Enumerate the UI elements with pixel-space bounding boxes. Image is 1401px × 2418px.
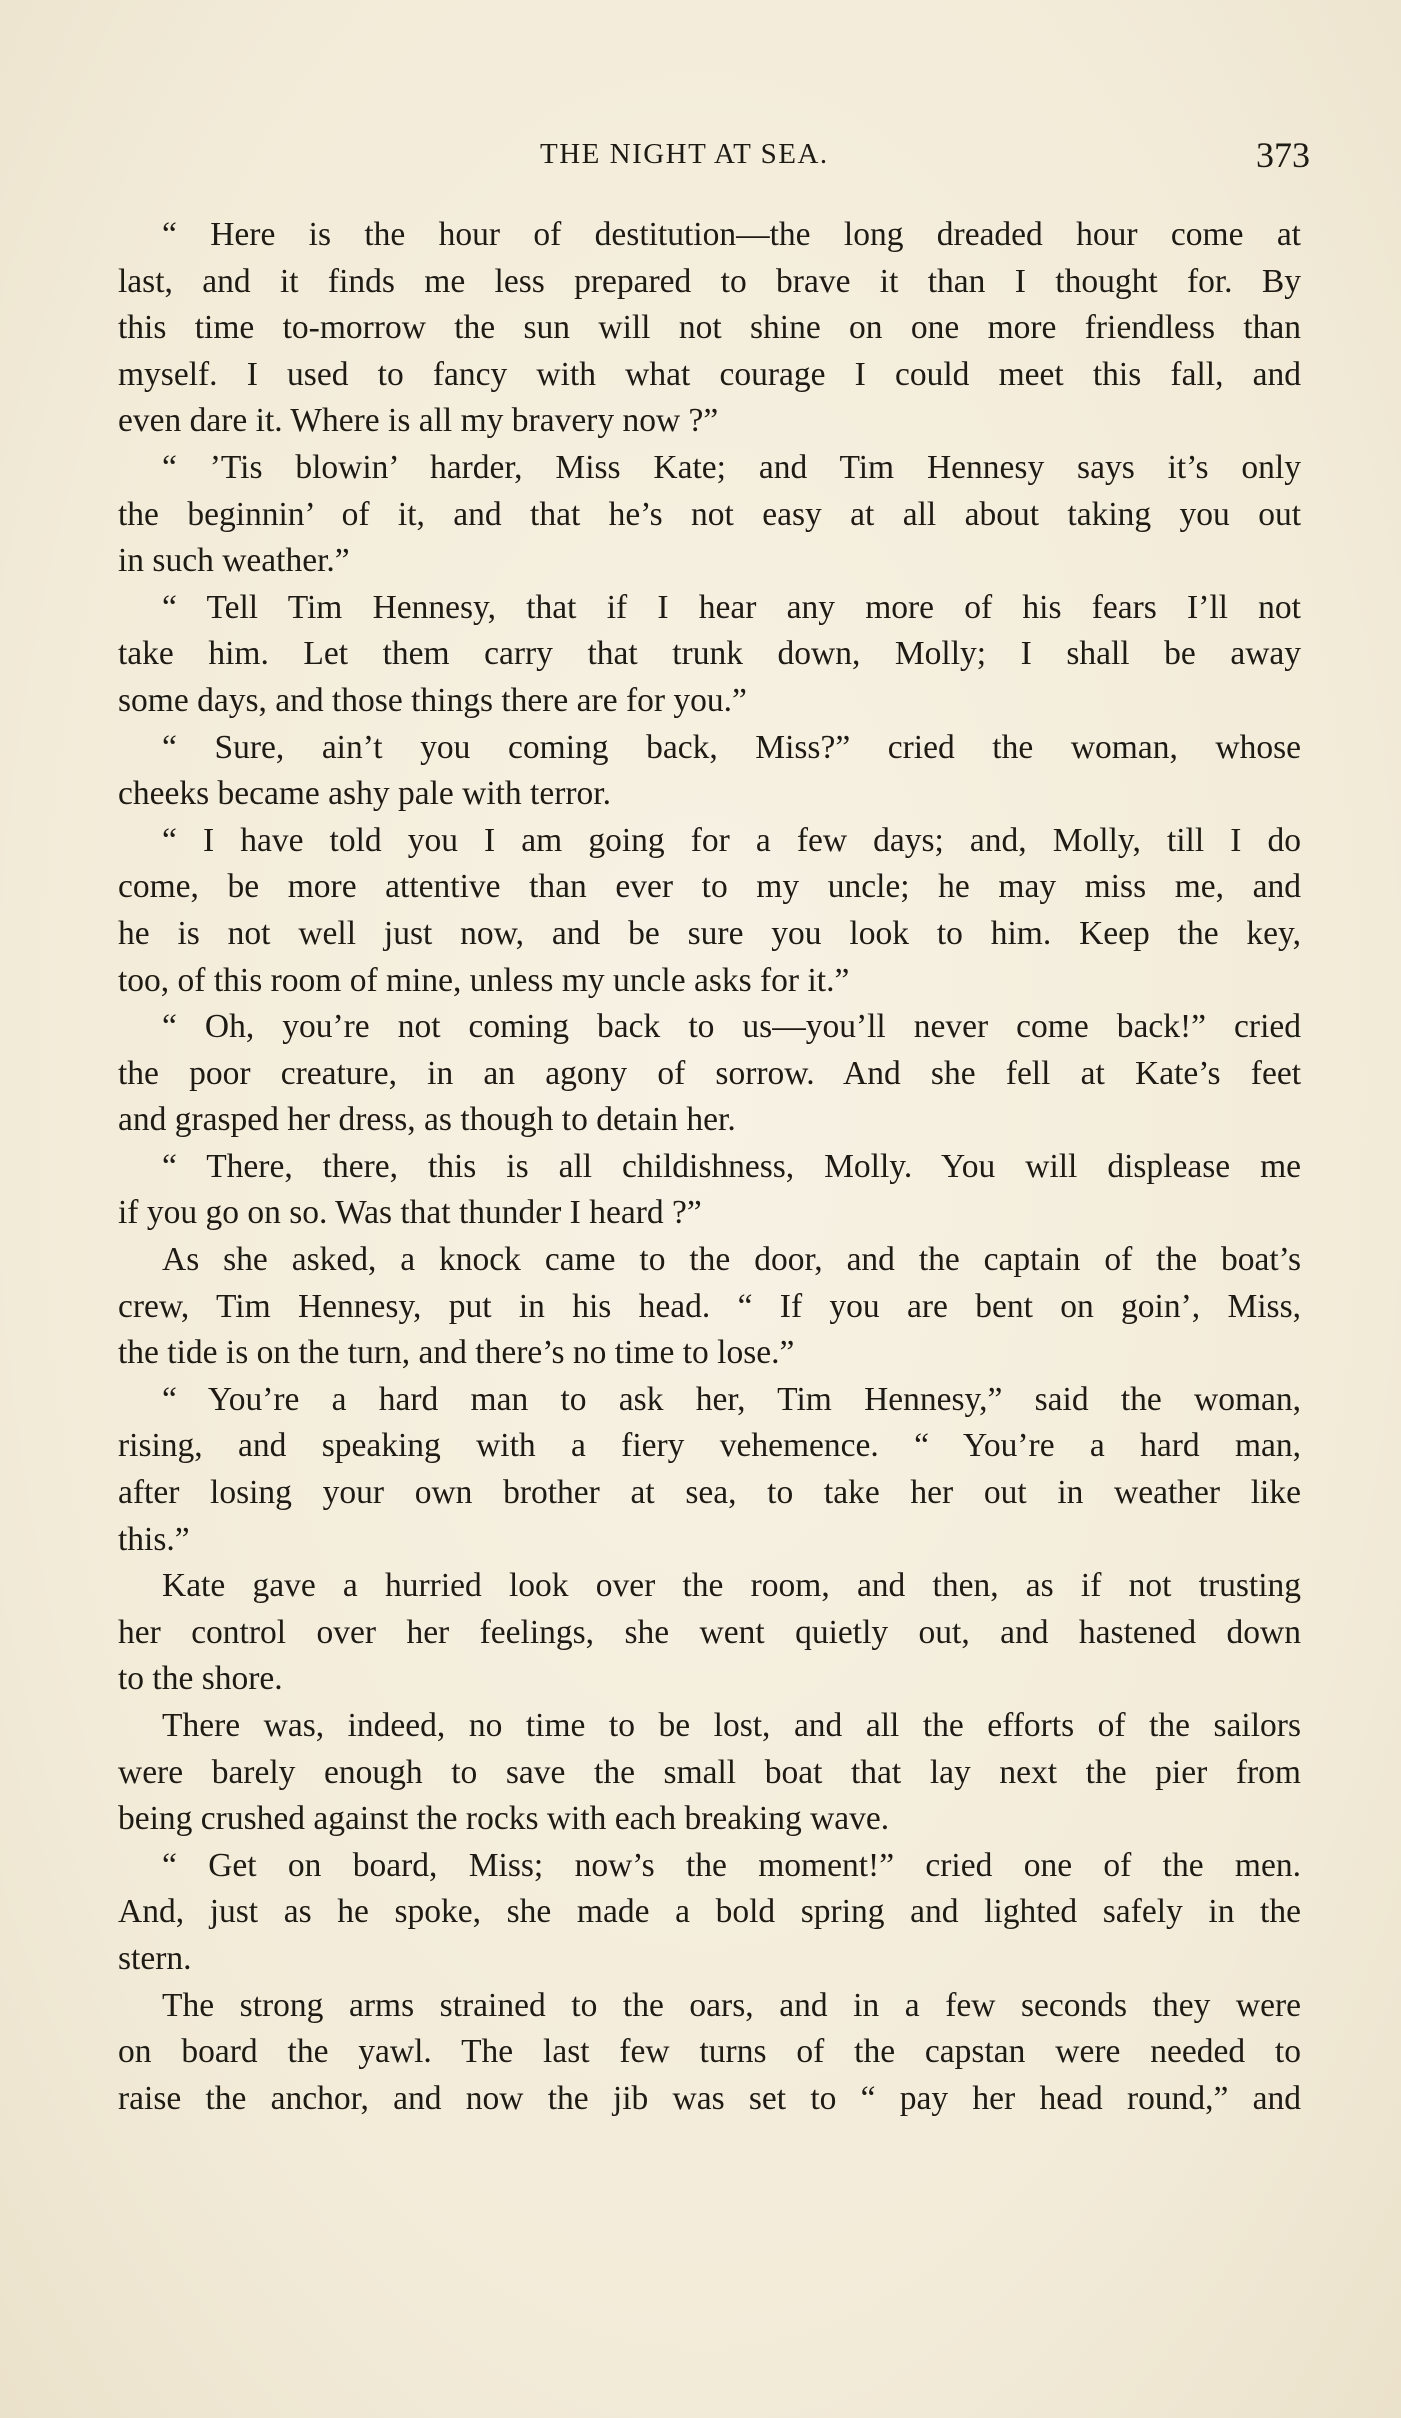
text-line: this.”: [118, 1520, 190, 1558]
text-line: raise the anchor, and now the jib was set to “ pay her head round,” and: [118, 2079, 1301, 2117]
text-line: The strong arms strained to the oars, and in a few seconds they were: [162, 1986, 1301, 2024]
text-line: and grasped her dress, as though to detain her.: [118, 1101, 736, 1139]
text-line: Kate gave a hurried look over the room, and then, as if not trusting: [162, 1567, 1301, 1605]
body-text: [118, 212, 1301, 2122]
text-line: the beginnin’ of it, and that he’s not easy at all about taking you out: [118, 495, 1301, 533]
text-line: last, and it finds me less prepared to brave it than I thought for. By: [118, 262, 1301, 300]
text-line: And, just as he spoke, she made a bold spring and lighted safely in the: [118, 1893, 1301, 1931]
text-line: in such weather.”: [118, 542, 350, 580]
text-line: crew, Tim Hennesy, put in his head. “ If you are bent on goin’, Miss,: [118, 1287, 1301, 1325]
running-header: [540, 135, 1310, 188]
text-line: this time to-morrow the sun will not shine on one more friendless than: [118, 309, 1301, 347]
text-line: As she asked, a knock came to the door, and the captain of the boat’s: [162, 1241, 1301, 1279]
text-line: take him. Let them carry that trunk down, Molly; I shall be away: [118, 635, 1301, 673]
text-line: the tide is on the turn, and there’s no time to lose.”: [118, 1334, 795, 1372]
text-line: “ You’re a hard man to ask her, Tim Hennesy,” said the woman,: [162, 1380, 1301, 1418]
text-line: “ Get on board, Miss; now’s the moment!” cried one of the men.: [162, 1846, 1301, 1884]
text-line: “ Tell Tim Hennesy, that if I hear any more of his fears I’ll not: [162, 588, 1301, 626]
text-line: too, of this room of mine, unless my uncle asks for it.”: [118, 961, 850, 999]
text-line: after losing your own brother at sea, to take her out in weather like: [118, 1474, 1301, 1512]
text-line: “ Oh, you’re not coming back to us—you’ll never come back!” cried: [162, 1008, 1301, 1046]
page-number: 373: [1256, 135, 1310, 175]
text-line: come, be more attentive than ever to my uncle; he may miss me, and: [118, 868, 1301, 906]
running-title: THE NIGHT AT SEA.: [540, 138, 829, 170]
text-line: her control over her feelings, she went quietly out, and hastened down: [118, 1613, 1301, 1651]
text-line: he is not well just now, and be sure you look to him. Keep the key,: [118, 914, 1301, 952]
text-line: There was, indeed, no time to be lost, and all the efforts of the sailors: [162, 1707, 1301, 1744]
text-line: to the shore.: [118, 1660, 283, 1698]
text-line: “ ’Tis blowin’ harder, Miss Kate; and Tim Hennesy says it’s only: [162, 448, 1301, 486]
text-line: rising, and speaking with a fiery vehemence. “ You’re a hard man,: [118, 1427, 1301, 1465]
text-line: myself. I used to fancy with what courage I could meet this fall, and: [118, 355, 1301, 393]
text-line: were barely enough to save the small boat that lay next the pier from: [118, 1753, 1301, 1791]
text-line: some days, and those things there are for you.”: [118, 681, 747, 719]
text-line: “ Sure, ain’t you coming back, Miss?” cried the woman, whose: [162, 728, 1301, 766]
text-line: being crushed against the rocks with each breaking wave.: [118, 1800, 890, 1838]
text-line: if you go on so. Was that thunder I heard ?”: [118, 1194, 702, 1232]
text-line: cheeks became ashy pale with terror.: [118, 775, 611, 813]
text-line: stern.: [118, 1939, 192, 1977]
text-line: the poor creature, in an agony of sorrow. And she fell at Kate’s feet: [118, 1054, 1301, 1092]
text-line: “ There, there, this is all childishness, Molly. You will displease me: [162, 1147, 1301, 1185]
text-line: “ Here is the hour of destitution—the long dreaded hour come at: [162, 216, 1301, 253]
text-line: “ I have told you I am going for a few days; and, Molly, till I do: [162, 821, 1301, 859]
text-line: on board the yawl. The last few turns of the capstan were needed to: [118, 2033, 1301, 2071]
text-line: even dare it. Where is all my bravery now ?”: [118, 402, 719, 440]
